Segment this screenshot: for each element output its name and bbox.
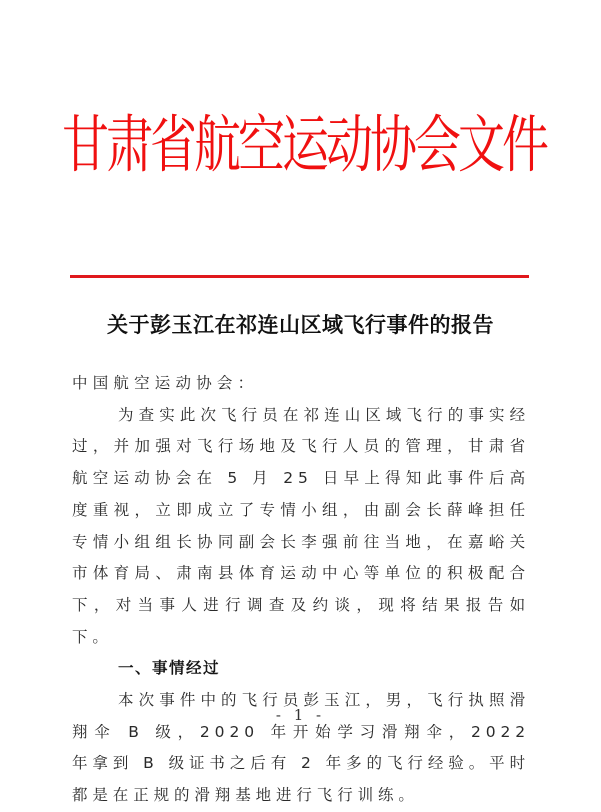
document-title: 关于彭玉江在祁连山区域飞行事件的报告 [107, 312, 494, 337]
section-heading: 一、事情经过 [118, 659, 221, 678]
body-paragraph: 为查实此次飞行员在祁连山区域飞行的事实经过，并加强对飞行场地及飞行人员的管理，甘肃省航空运动协会在 5 月 25 日早上得知此事件后高度重视，立即成立了专情小组，由副会长薛峰担任专情小组组长协同副会长李强前往当地，在嘉峪关市体育局、肃南县体育运动中心等单位的积极配合下，对当事人进行调查及约谈，现将结果报告如下。 [72, 405, 530, 646]
page-number: - 1 - [275, 706, 326, 724]
masthead-divider [70, 275, 529, 278]
masthead-title: 甘肃省航空运动协会文件 [62, 109, 546, 182]
salutation: 中国航空运动协会： [72, 374, 259, 392]
body-paragraph: 本次事件中的飞行员彭玉江，男，飞行执照滑翔伞 B 级，2020 年开始学习滑翔伞，2022 年拿到 B 级证书之后有 2 年多的飞行经验。平时都是在正规的滑翔基地进行飞行训练。 [72, 691, 530, 805]
document-body [72, 368, 530, 812]
